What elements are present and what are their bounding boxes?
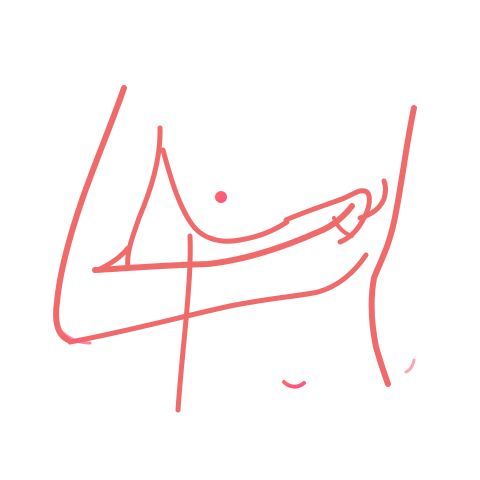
right-hand-fingers xyxy=(286,191,369,242)
nipple-dot xyxy=(215,191,227,203)
navel-mark xyxy=(284,382,304,387)
left-shoulder-line xyxy=(56,88,124,340)
left-chest-contour xyxy=(128,128,160,268)
right-shoulder-line xyxy=(372,108,414,384)
right-hand-wrist xyxy=(360,181,386,218)
right-finger-detail xyxy=(334,218,352,236)
right-edge-shade xyxy=(406,360,414,372)
